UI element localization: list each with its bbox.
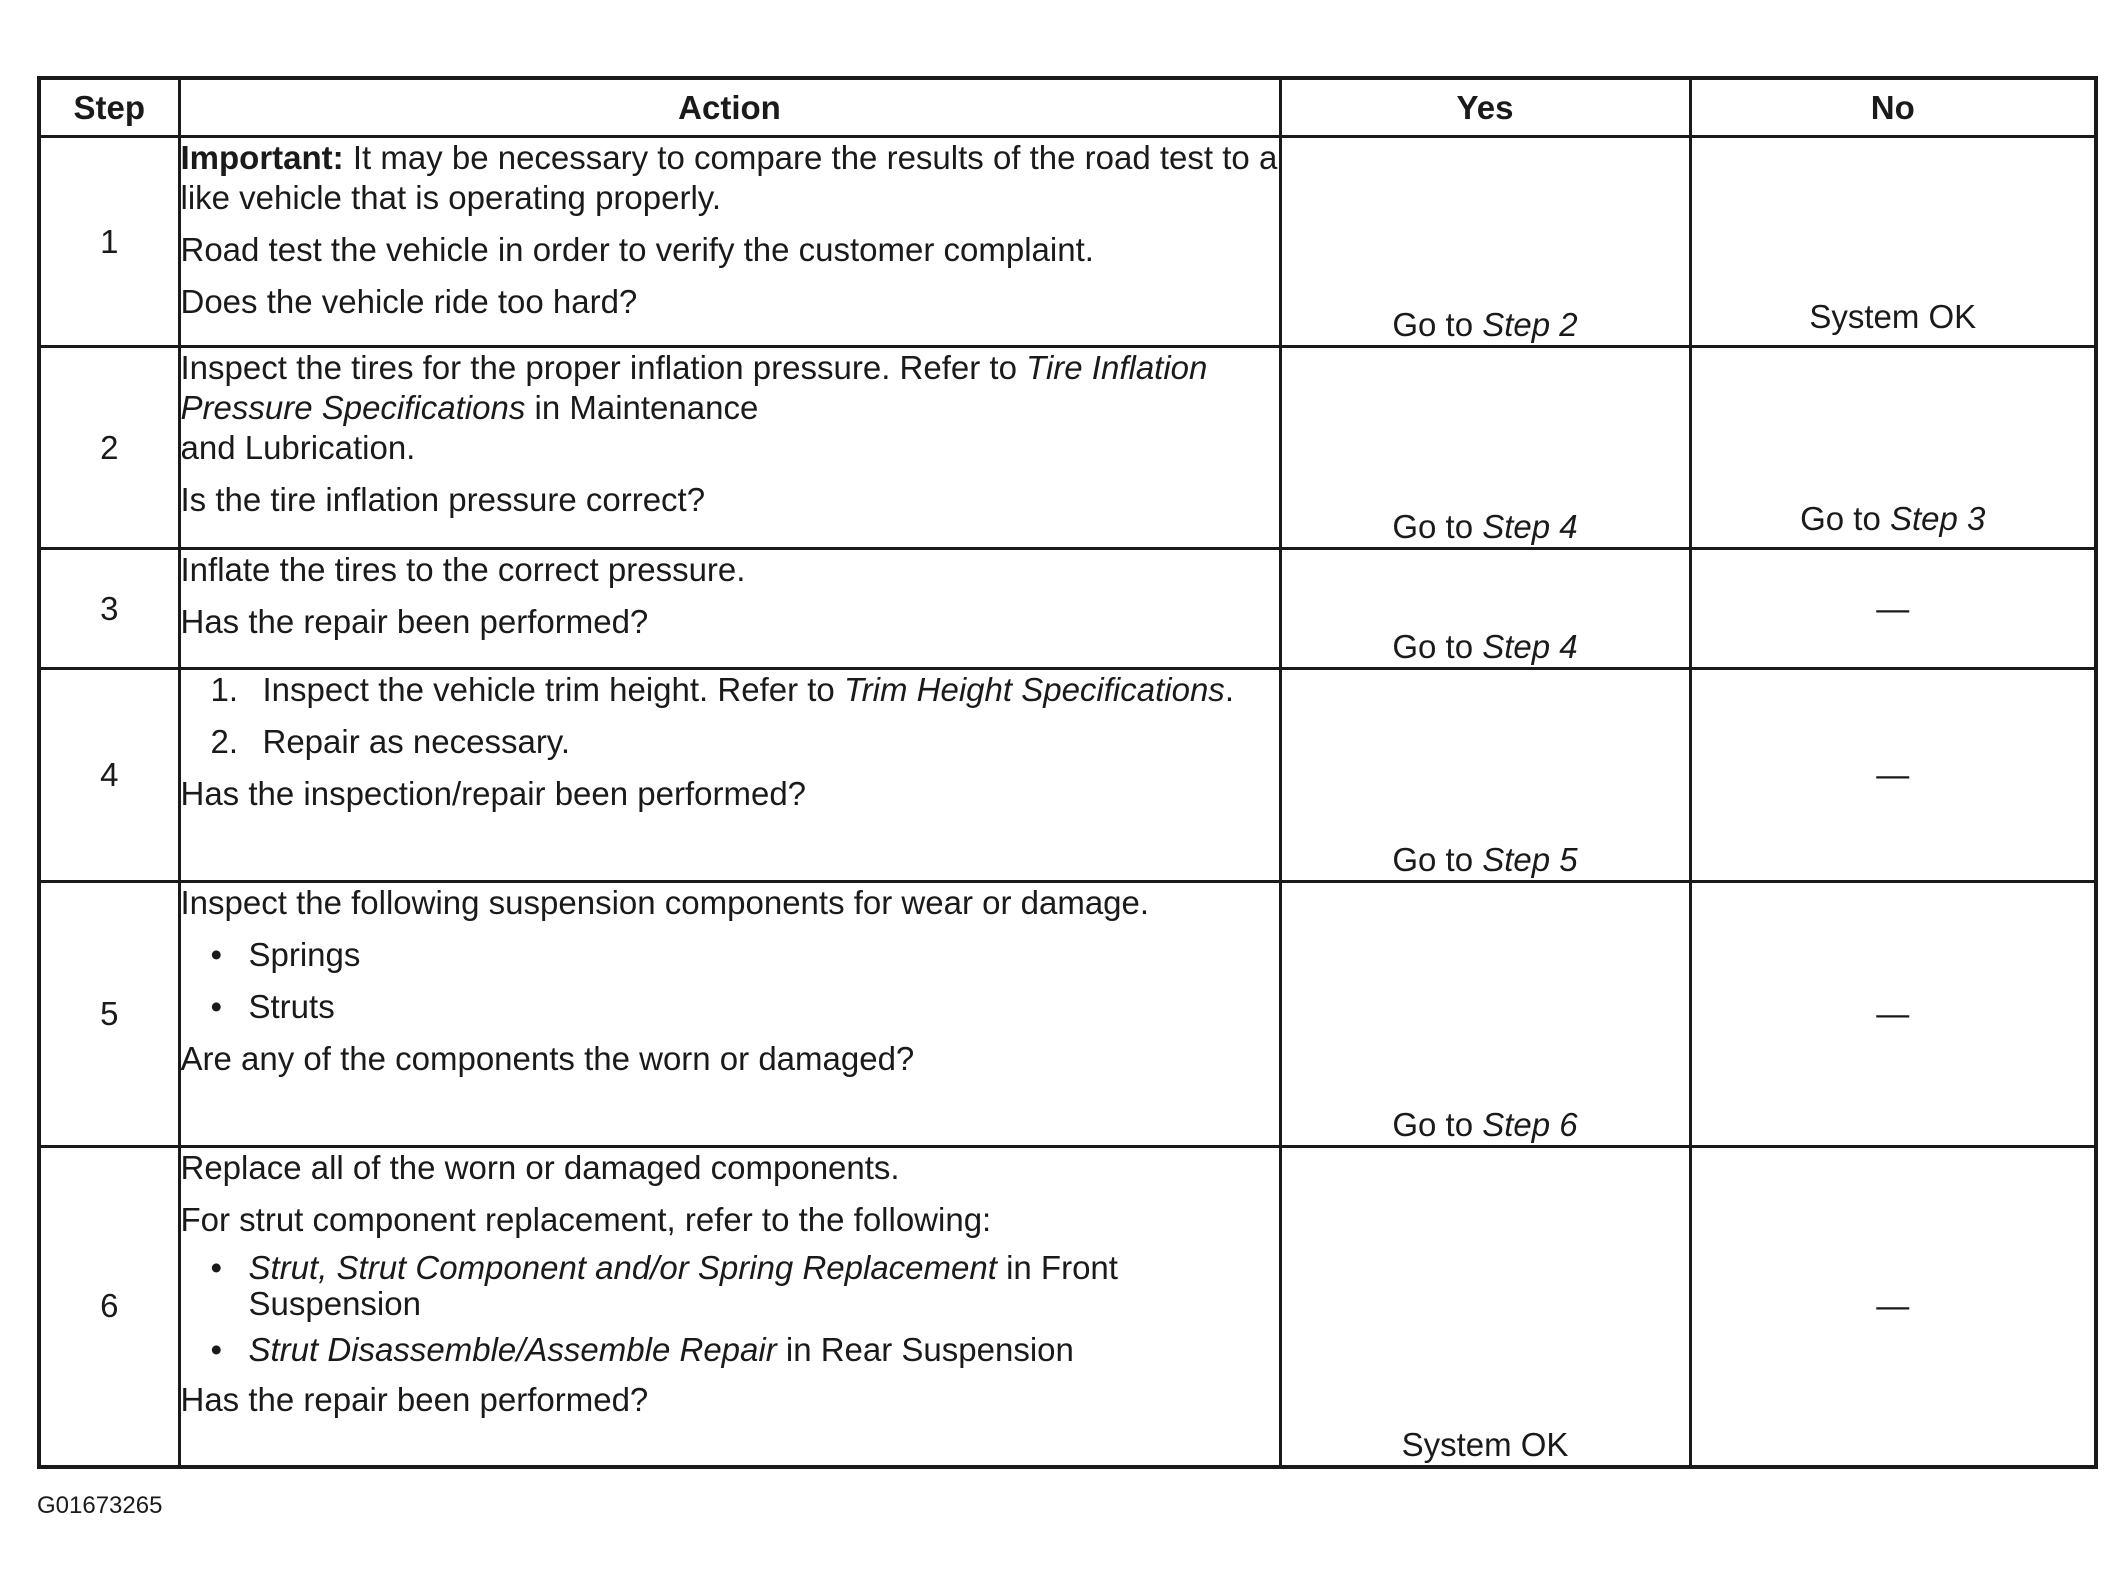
yes-prefix: Go to	[1392, 628, 1483, 665]
list-item	[181, 1250, 1279, 1322]
step-number: 1	[39, 137, 179, 347]
table-row	[39, 137, 2096, 347]
step-number: 6	[39, 1147, 179, 1467]
list-item	[181, 987, 1279, 1027]
step-link[interactable]: Step 4	[1482, 508, 1578, 545]
table-row	[39, 549, 2096, 669]
action-cell	[179, 549, 1280, 669]
yes-cell	[1280, 669, 1690, 882]
reference-title: Tire Inflation Pressure Specifications	[180, 349, 1208, 426]
step-link[interactable]: Step 2	[1482, 306, 1578, 343]
list-text	[249, 1250, 1279, 1322]
action-cell	[179, 347, 1280, 549]
action-question: Does the vehicle ride too hard?	[180, 283, 638, 320]
no-prefix: Go to	[1800, 500, 1890, 537]
reference-title: Strut, Strut Component and/or Spring Replacement	[248, 1249, 997, 1286]
yes-prefix: Go to	[1392, 508, 1483, 545]
action-text: .	[1224, 671, 1234, 708]
list-number: 1.	[210, 671, 239, 708]
yes-cell	[1280, 549, 1690, 669]
list-item	[181, 1332, 1279, 1368]
yes-cell	[1280, 347, 1690, 549]
reference-title: Trim Height Specifications	[843, 671, 1225, 708]
no-text: —	[1876, 995, 1910, 1032]
action-text: and Lubrication.	[180, 429, 416, 466]
header-yes: Yes	[1280, 78, 1690, 137]
no-cell	[1690, 669, 2096, 882]
step-number: 3	[39, 549, 179, 669]
no-text: System OK	[1809, 298, 1977, 335]
important-label: Important:	[180, 139, 344, 176]
bullet-list	[181, 1250, 1279, 1368]
action-question: Is the tire inflation pressure correct?	[180, 481, 706, 518]
action-question: Has the repair been performed?	[180, 603, 649, 640]
diagnostic-sheet	[37, 76, 2094, 1469]
figure-id: G01673265	[37, 1492, 163, 1519]
action-paragraph	[181, 138, 1279, 218]
action-text: Inspect the tires for the proper inflation pressure. Refer to	[180, 349, 1027, 386]
step-number: 4	[39, 669, 179, 882]
action-paragraph: Replace all of the worn or damaged components.	[180, 1149, 900, 1186]
numbered-list	[181, 670, 1279, 762]
step-link[interactable]: Step 6	[1482, 1106, 1578, 1143]
bullet-icon: •	[210, 936, 223, 973]
yes-cell	[1280, 1147, 1690, 1467]
no-cell	[1690, 549, 2096, 669]
action-text: in Maintenance	[525, 389, 759, 426]
yes-prefix: Go to	[1392, 841, 1483, 878]
list-text: Repair as necessary.	[262, 723, 571, 760]
bullet-icon: •	[210, 1249, 223, 1286]
bullet-list	[181, 935, 1279, 1027]
yes-cell	[1280, 882, 1690, 1147]
action-text: in Front Suspension	[248, 1249, 1118, 1322]
list-text	[249, 1332, 1279, 1368]
action-question: Has the repair been performed?	[180, 1381, 649, 1418]
list-text	[263, 670, 1279, 710]
yes-text: System OK	[1401, 1425, 1569, 1463]
action-paragraph: For strut component replacement, refer to the following:	[180, 1201, 992, 1238]
action-cell	[179, 1147, 1280, 1467]
action-text: in Rear Suspension	[776, 1331, 1074, 1368]
action-question: Are any of the components the worn or damaged?	[180, 1040, 915, 1077]
table-row	[39, 1147, 2096, 1467]
action-text: Inspect the vehicle trim height. Refer to	[262, 671, 844, 708]
step-link[interactable]: Step 5	[1482, 841, 1578, 878]
action-paragraph	[181, 348, 1279, 468]
no-cell	[1690, 882, 2096, 1147]
diagnostic-table	[37, 76, 2098, 1469]
header-row	[39, 78, 2096, 137]
action-cell	[179, 882, 1280, 1147]
list-text: Springs	[248, 936, 361, 973]
header-action: Action	[179, 78, 1280, 137]
no-cell	[1690, 1147, 2096, 1467]
list-number: 2.	[210, 723, 239, 760]
list-item	[181, 670, 1279, 710]
no-cell	[1690, 137, 2096, 347]
action-text: It may be necessary to compare the results of the road test to a like vehicle that is operating properly.	[180, 139, 1278, 216]
table-row	[39, 669, 2096, 882]
table-row	[39, 347, 2096, 549]
action-question: Has the inspection/repair been performed?	[180, 775, 807, 812]
action-cell	[179, 137, 1280, 347]
yes-prefix: Go to	[1392, 306, 1483, 343]
yes-cell	[1280, 137, 1690, 347]
no-cell	[1690, 347, 2096, 549]
list-item	[181, 935, 1279, 975]
header-no: No	[1690, 78, 2096, 137]
reference-title: Strut Disassemble/Assemble Repair	[248, 1331, 777, 1368]
no-text: —	[1876, 589, 1910, 627]
list-item	[181, 722, 1279, 762]
table-row	[39, 882, 2096, 1147]
action-paragraph: Inflate the tires to the correct pressure.	[180, 551, 746, 588]
list-text: Struts	[248, 988, 335, 1025]
action-cell	[179, 669, 1280, 882]
step-link[interactable]: Step 4	[1482, 628, 1578, 665]
header-step: Step	[39, 78, 179, 137]
step-number: 2	[39, 347, 179, 549]
yes-prefix: Go to	[1392, 1106, 1483, 1143]
no-text: —	[1876, 1287, 1910, 1325]
step-link[interactable]: Step 3	[1889, 500, 1986, 537]
no-text: —	[1876, 756, 1910, 793]
step-number: 5	[39, 882, 179, 1147]
action-paragraph: Inspect the following suspension components for wear or damage.	[180, 884, 1150, 921]
action-paragraph: Road test the vehicle in order to verify the customer complaint.	[180, 231, 1094, 268]
bullet-icon: •	[210, 988, 223, 1025]
bullet-icon: •	[210, 1331, 223, 1368]
